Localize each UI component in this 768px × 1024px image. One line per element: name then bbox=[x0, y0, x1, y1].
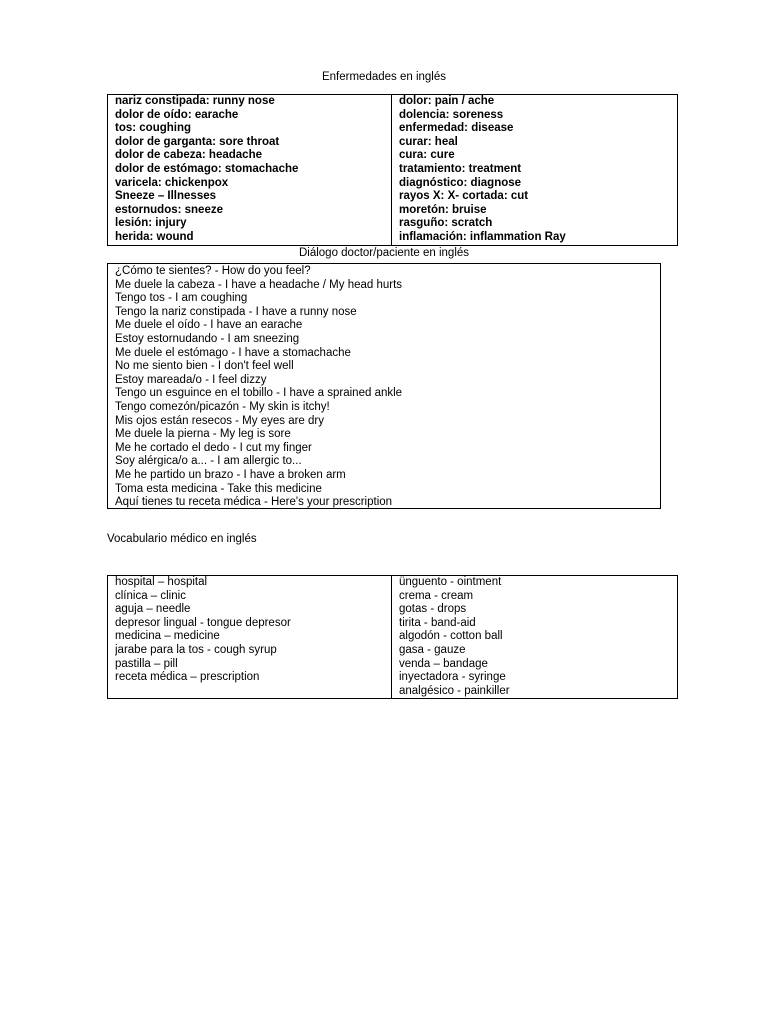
table-row: dolor de garganta: sore throat bbox=[115, 135, 280, 148]
table-row: receta médica – prescription bbox=[115, 671, 260, 684]
table-row: lesión: injury bbox=[115, 217, 187, 230]
medical-vocabulary-table bbox=[107, 575, 678, 699]
table-row: crema - cream bbox=[399, 589, 474, 602]
table-row: herida: wound bbox=[115, 230, 194, 243]
list-item: No me siento bien - I don't feel well bbox=[115, 360, 294, 373]
table-row: inyectadora - syringe bbox=[399, 671, 506, 684]
list-item: Me he partido un brazo - I have a broken arm bbox=[115, 468, 346, 481]
table-row: estornudos: sneeze bbox=[115, 203, 223, 216]
table-row: venda – bandage bbox=[399, 657, 488, 670]
table-row: inflamación: inflammation Ray bbox=[399, 230, 566, 243]
list-item: Estoy estornudando - I am sneezing bbox=[115, 332, 300, 345]
list-item: ¿Cómo te sientes? - How do you feel? bbox=[115, 265, 311, 277]
table-row: dolor de oído: earache bbox=[115, 108, 239, 121]
table-row: Sneeze – Illnesses bbox=[115, 190, 217, 203]
table-row: curar: heal bbox=[399, 135, 458, 148]
table-row: varicela: chickenpox bbox=[115, 176, 229, 189]
table-row: rasguño: scratch bbox=[399, 217, 493, 230]
table-row: diagnóstico: diagnose bbox=[399, 176, 522, 189]
table-row: cura: cure bbox=[399, 149, 455, 162]
illnesses-left-column bbox=[108, 95, 392, 246]
table-row: tos: coughing bbox=[115, 122, 192, 135]
list-item: Me duele el oído - I have an earache bbox=[115, 319, 303, 332]
list-item: Tengo la nariz constipada - I have a runny nose bbox=[115, 305, 357, 318]
vocabulary-left-column bbox=[108, 576, 392, 699]
table-row: dolor de estómago: stomachache bbox=[115, 162, 299, 175]
list-item: Estoy mareada/o - I feel dizzy bbox=[115, 373, 267, 386]
table-row: depresor lingual - tongue depresor bbox=[115, 616, 291, 629]
list-item: Me duele la pierna - My leg is sore bbox=[115, 428, 291, 441]
table-row: moretón: bruise bbox=[399, 203, 487, 216]
table-row: tratamiento: treatment bbox=[399, 162, 522, 175]
list-item: Soy alérgica/o a... - I am allergic to... bbox=[115, 455, 302, 468]
list-item: Tengo comezón/picazón - My skin is itchy! bbox=[115, 400, 330, 413]
table-row: analgésico - painkiller bbox=[399, 684, 510, 697]
table-row: dolor: pain / ache bbox=[399, 95, 495, 107]
table-row: nariz constipada: runny nose bbox=[115, 95, 275, 107]
table-row: tirita - band-aid bbox=[399, 616, 476, 629]
section3-title: Vocabulario médico en inglés bbox=[107, 533, 257, 545]
table-row: dolencia: soreness bbox=[399, 108, 504, 121]
table-row: pastilla – pill bbox=[115, 657, 178, 670]
vocabulary-right-column bbox=[392, 576, 678, 699]
table-row: clínica – clinic bbox=[115, 589, 186, 602]
table-row: ünguento - ointment bbox=[399, 576, 502, 588]
illnesses-table bbox=[107, 94, 678, 246]
list-item: Aquí tienes tu receta médica - Here's your prescription bbox=[115, 496, 393, 509]
list-item: Tengo tos - I am coughing bbox=[115, 292, 248, 305]
list-item: Mis ojos están resecos - My eyes are dry bbox=[115, 414, 324, 427]
table-row: rayos X: X- cortada: cut bbox=[399, 190, 529, 203]
table-row: algodón - cotton ball bbox=[399, 630, 503, 643]
list-item: Me he cortado el dedo - I cut my finger bbox=[115, 441, 312, 454]
list-item: Me duele la cabeza - I have a headache / My head hurts bbox=[115, 278, 403, 291]
table-row: enfermedad: disease bbox=[399, 122, 514, 135]
list-item: Toma esta medicina - Take this medicine bbox=[115, 482, 322, 495]
table-row: dolor de cabeza: headache bbox=[115, 149, 262, 162]
list-item: Tengo un esguince en el tobillo - I have a sprained ankle bbox=[115, 387, 403, 400]
table-row: hospital – hospital bbox=[115, 576, 208, 588]
section2-title: Diálogo doctor/paciente en inglés bbox=[298, 247, 470, 259]
table-row: aguja – needle bbox=[115, 603, 191, 616]
table-row: gotas - drops bbox=[399, 603, 467, 616]
table-row: medicina – medicine bbox=[115, 630, 220, 643]
dialogue-box bbox=[107, 263, 661, 509]
table-row: jarabe para la tos - cough syrup bbox=[115, 643, 277, 656]
illnesses-right-column bbox=[392, 95, 678, 246]
table-row: gasa - gauze bbox=[399, 643, 466, 656]
list-item: Me duele el estómago - I have a stomachache bbox=[115, 346, 351, 359]
section1-title: Enfermedades en inglés bbox=[321, 71, 447, 83]
